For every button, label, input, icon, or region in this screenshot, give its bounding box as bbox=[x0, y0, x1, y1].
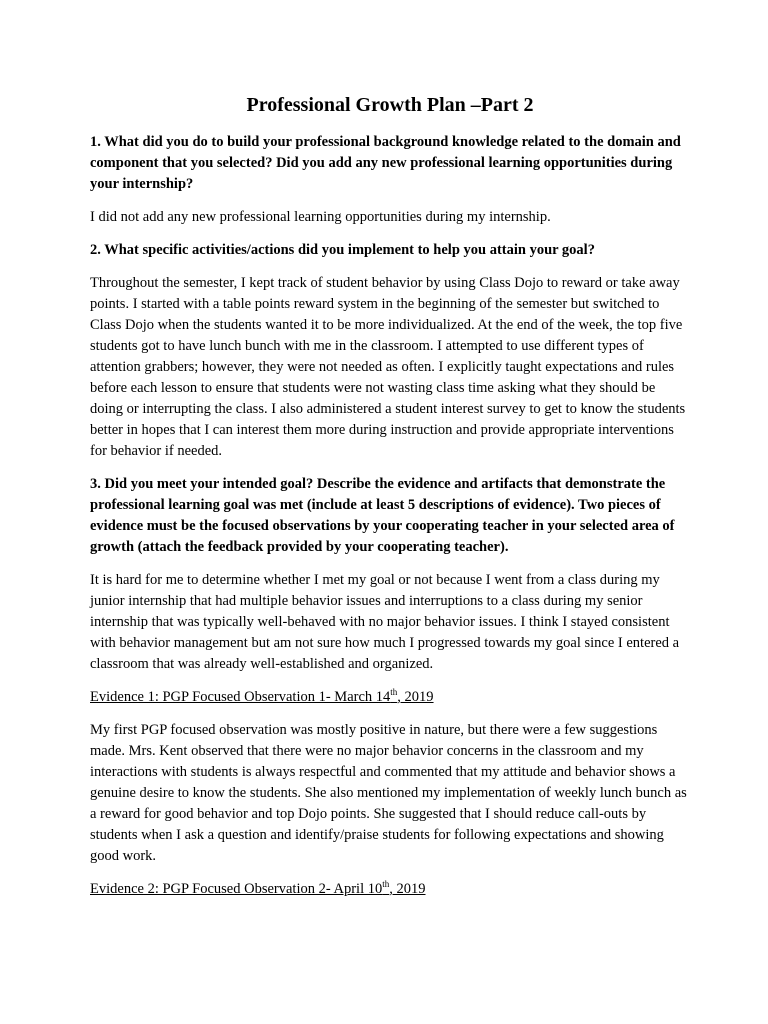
evidence-2-year: , 2019 bbox=[389, 881, 426, 897]
answer-1: I did not add any new professional learning opportunities during my internship. bbox=[90, 209, 551, 225]
document-title: Professional Growth Plan –Part 2 bbox=[246, 94, 534, 116]
evidence-1-sup: th bbox=[390, 687, 398, 698]
evidence-2-heading bbox=[90, 879, 690, 900]
evidence-2-label: Evidence 2: PGP Focused Observation 2- April 10 bbox=[90, 881, 383, 897]
evidence-2-heading-text bbox=[90, 881, 426, 897]
evidence-2-sup: th bbox=[382, 879, 390, 890]
evidence-1-heading-text bbox=[90, 689, 434, 705]
answer-3: It is hard for me to determine whether I met my goal or not because I went from a class during my junior internship that had multiple behavior issues and interruptions to a class during my senior internship that was typically well-behaved with no major behavior issues. I think I stayed consistent with behavior management but am not sure how much I progressed towards my goal since I entered a classroom that was already well-established and organized. bbox=[90, 572, 680, 672]
evidence-1-label: Evidence 1: PGP Focused Observation 1- March 14 bbox=[90, 689, 391, 705]
question-1: 1. What did you do to build your professional background knowledge related to the domain and component that you selected? Did you add any new professional learning opportunities during your internship? bbox=[90, 134, 681, 192]
question-2: 2. What specific activities/actions did you implement to help you attain your goal? bbox=[90, 242, 595, 258]
evidence-1-text: My first PGP focused observation was mostly positive in nature, but there were a few suggestions made. Mrs. Kent observed that there were no major behavior concerns in the classroom and my interactions with students is always respectful and commented that my attitude and behavior shows a genuine desire to know the students. She also mentioned my implementation of weekly lunch bunch as a reward for good behavior and top Dojo points. She suggested that I should reduce call-outs by students when I ask a question and identify/praise students for following expectations and showing good work. bbox=[90, 722, 687, 864]
evidence-1-year: , 2019 bbox=[397, 689, 434, 705]
answer-2: Throughout the semester, I kept track of student behavior by using Class Dojo to reward or take away points. I started with a table points reward system in the beginning of the semester but switched to Class Dojo when the students wanted it to be more individualized. At the end of the week, the top five students got to have lunch bunch with me in the classroom. I attempted to use different types of attention grabbers; however, they were not needed as often. I explicitly taught expectations and rules before each lesson to ensure that students were not wasting class time asking what they should be doing or interrupting the class. I also administered a student interest survey to get to know the students better in hopes that I can interest them more during instruction and provide appropriate interventions for behavior if needed. bbox=[90, 275, 686, 459]
document-page bbox=[90, 92, 690, 912]
question-3: 3. Did you meet your intended goal? Describe the evidence and artifacts that demonstrate the professional learning goal was met (include at least 5 descriptions of evidence). Two pieces of evidence must be the focused observations by your cooperating teacher in your selected area of growth (attach the feedback provided by your cooperating teacher). bbox=[90, 476, 675, 555]
evidence-1-heading bbox=[90, 687, 690, 708]
